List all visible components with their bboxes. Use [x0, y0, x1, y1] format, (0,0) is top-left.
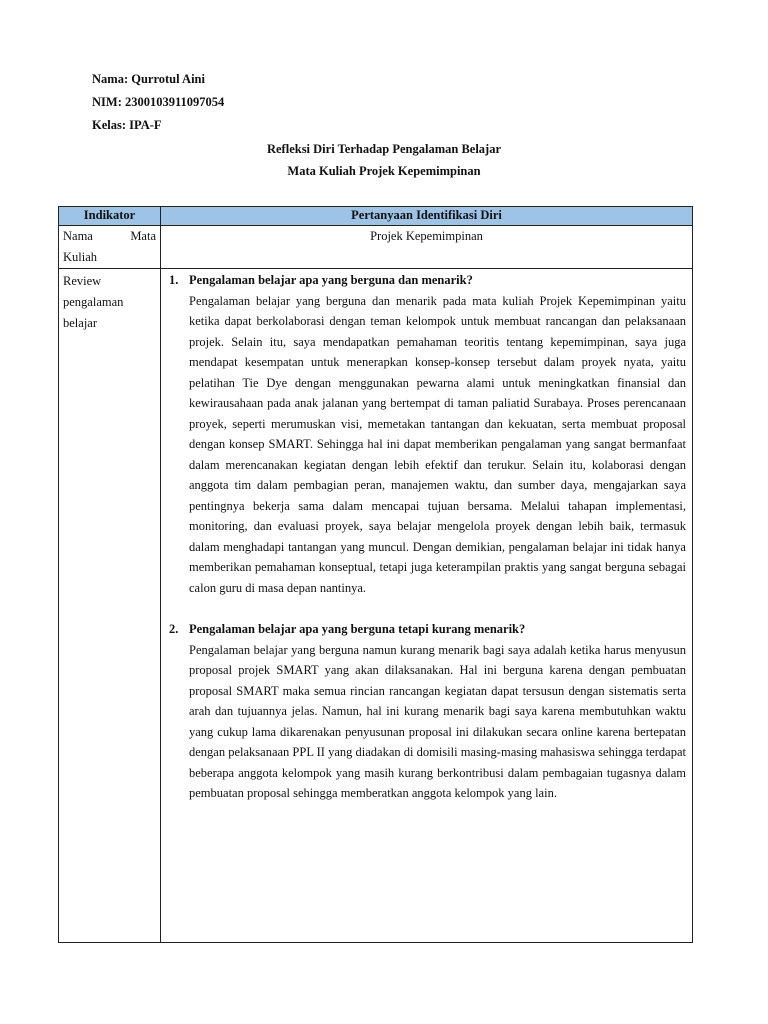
student-nim: NIM: 2300103911097054: [92, 95, 225, 109]
table-row: [59, 226, 693, 269]
course-value: Projek Kepemimpinan: [161, 226, 693, 269]
document-title: Refleksi Diri Terhadap Pengalaman Belajar: [266, 142, 502, 156]
header-indikator: Indikator: [59, 207, 161, 226]
question-text: Pengalaman belajar apa yang berguna dan menarik?: [189, 273, 473, 287]
course-label: Nama Mata Kuliah: [59, 226, 161, 269]
answer-1: Pengalaman belajar yang berguna dan menarik pada mata kuliah Projek Kepemimpinan yaitu ketika dapat berkolaborasi dengan teman kelompok untuk membuat rancangan dan pelaksanaan projek. Selain itu, saya mendapatkan pemahaman teoritis tentang kepemimpinan, saya juga mendapat kesempatan untuk menerapkan konsep-konsep tersebut dalam proyek nyata, yaitu pelatihan Tie Dye dengan menggunakan pewarna alami untuk meningkatkan finansial dan kewirausahaan pada anak jalanan yang bertempat di taman paliatid Surabaya. Proses perencanaan proyek, seperti merumuskan visi, memetakan tantangan dan kekuatan, serta membuat proposal dengan konsep SMART. Sehingga hal ini dapat memberikan pengalaman yang sangat bermanfaat dalam merencanakan kegiatan dengan lebih efektif dan terukur. Selain itu, kolaborasi dengan anggota tim dalam pembagian peran, manajemen waktu, dan sumber daya, mengajarkan saya pentingnya bekerja sama dalam mencapai tujuan bersama. Melalui tahapan implementasi, monitoring, dan evaluasi proyek, saya belajar mengelola proyek dengan lebih baik, termasuk dalam menghadapi tantangan yang muncul. Dengan demikian, pengalaman belajar ini tidak hanya memberikan pemahaman konseptual, tetapi juga keterampilan praktis yang sangat berguna sebagai calon guru di masa depan nantinya.: [189, 293, 686, 595]
reflection-table: [58, 206, 693, 943]
table-header-row: [59, 207, 693, 226]
document-subtitle: Mata Kuliah Projek Kepemimpinan: [287, 164, 481, 178]
table-row: [59, 269, 693, 943]
question-1: [167, 270, 686, 291]
header-pertanyaan: Pertanyaan Identifikasi Diri: [161, 207, 693, 226]
student-class: Kelas: IPA-F: [92, 118, 162, 132]
question-2: [167, 619, 686, 640]
spacer: [167, 598, 686, 619]
review-content: [161, 269, 693, 943]
question-number: 2.: [169, 622, 179, 636]
question-text: Pengalaman belajar apa yang berguna tetapi kurang menarik?: [189, 622, 526, 636]
review-label: Review pengalaman belajar: [59, 269, 161, 943]
answer-2: Pengalaman belajar yang berguna namun kurang menarik bagi saya adalah ketika harus menyusun proposal projek SMART yang akan dilaksanakan. Hal ini berguna karena dengan pembuatan proposal SMART maka semua rincian rancangan kegiatan dapat tersusun dengan sistematis serta arah dan tujuannya jelas. Namun, hal ini kurang menarik bagi saya karena membutuhkan waktu yang cukup lama dikarenakan penyusunan proposal ini dilakukan secara online karena bertepatan dengan pelaksanaan PPL II yang diadakan di domisili masing-masing mahasiswa sehingga terdapat beberapa anggota kelompok yang masih kurang berkontribusi dalam pembagaian tugasnya dalam pembuatan proposal sehingga memberatkan anggota kelompok yang lain.: [189, 642, 686, 800]
student-name: Nama: Qurrotul Aini: [92, 72, 205, 86]
question-number: 1.: [169, 273, 179, 287]
